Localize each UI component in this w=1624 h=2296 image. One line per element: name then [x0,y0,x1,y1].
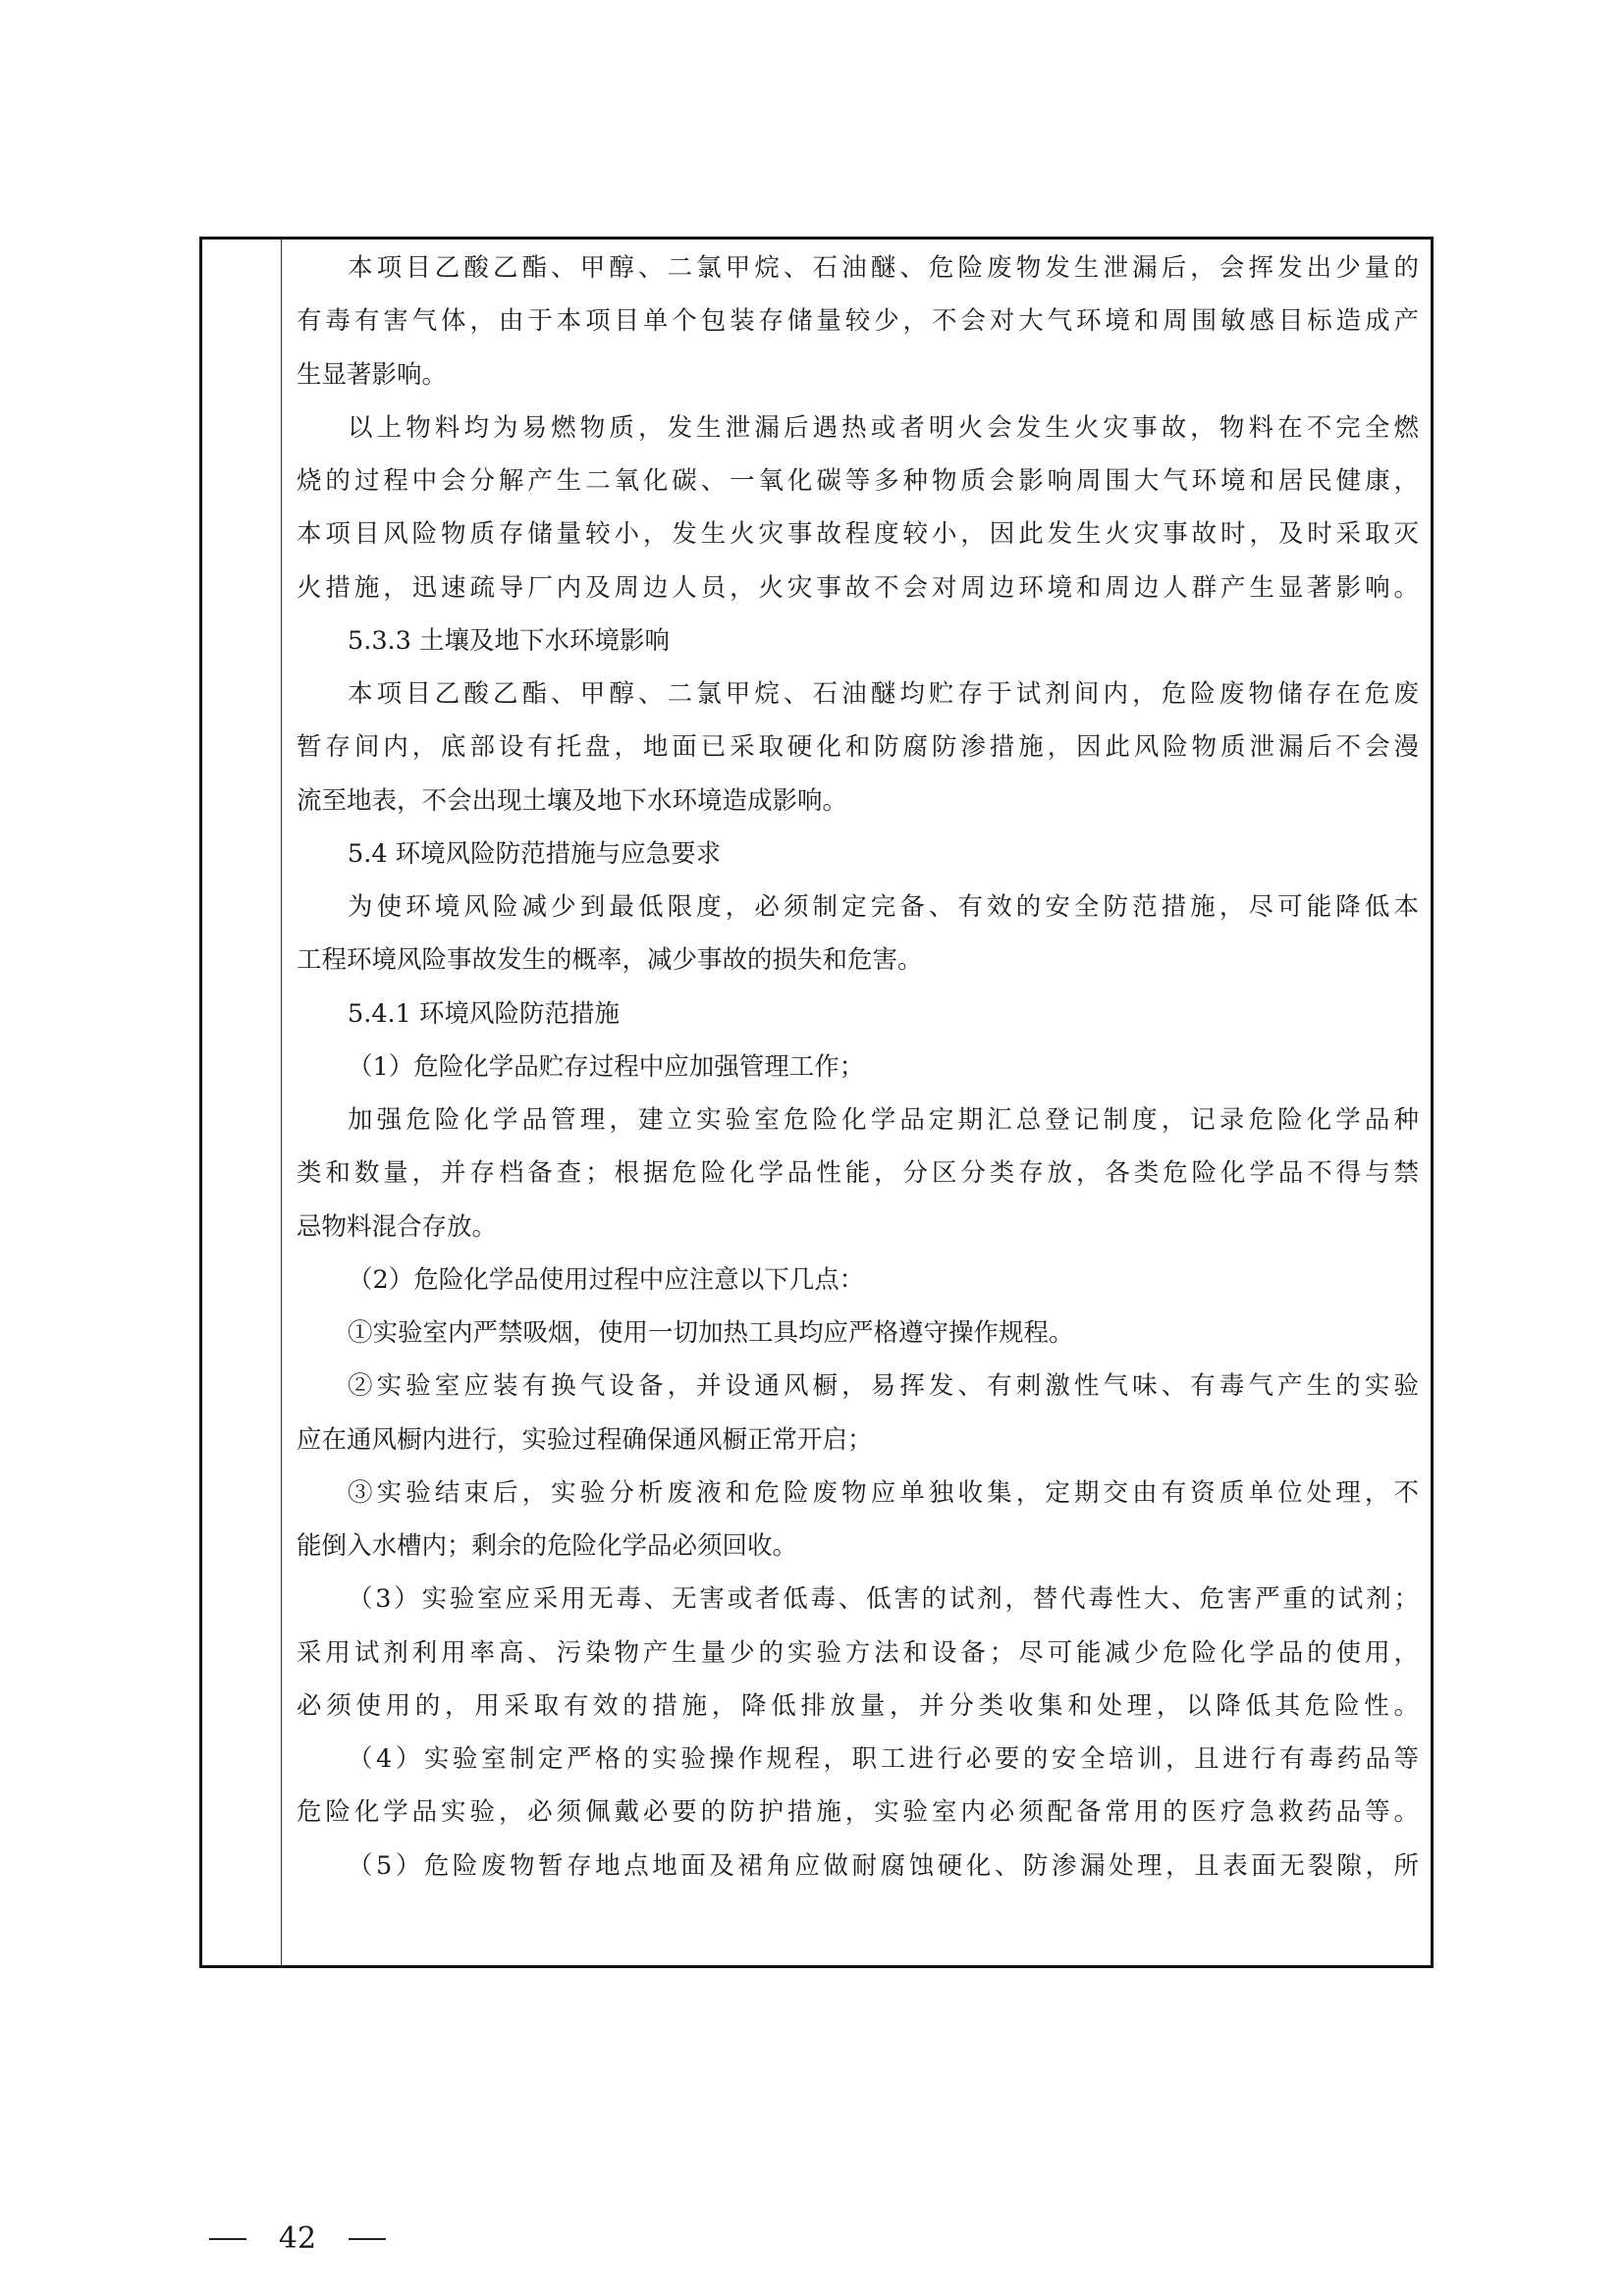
text-line: 有毒有害气体，由于本项目单个包装存储量较少，不会对大气环境和周围敏感目标造成产 [297,306,1419,337]
text-line: ①实验室内严禁吸烟，使用一切加热工具均应严格遵守操作规程。 [348,1318,1074,1348]
text-line: 工程环境风险事故发生的概率，减少事故的损失和危害。 [297,945,923,976]
text-line: 类和数量，并存档备查；根据危险化学品性能，分区分类存放，各类危险化学品不得与禁 [297,1158,1419,1189]
text-line: （5）危险废物暂存地点地面及裙角应做耐腐蚀硬化、防渗漏处理，且表面无裂隙，所 [348,1850,1419,1881]
column-divider [281,240,282,1965]
section-heading: 5.4 环境风险防范措施与应急要求 [348,838,722,869]
text-line: 以上物料均为易燃物质，发生泄漏后遇热或者明火会发生火灾事故，物料在不完全燃 [348,412,1419,443]
text-line: 生显著影响。 [297,359,448,390]
content-table [199,237,1434,1968]
text-line: 本项目乙酸乙酯、甲醇、二氯甲烷、石油醚、危险废物发生泄漏后，会挥发出少量的 [348,253,1419,283]
text-line: 采用试剂利用率高、污染物产生量少的实验方法和设备；尽可能减少危险化学品的使用， [297,1637,1419,1668]
table-content-cell [297,241,1419,1965]
text-line: （3）实验室应采用无毒、无害或者低毒、低害的试剂，替代毒性大、危害严重的试剂； [348,1584,1419,1615]
text-line: 必须使用的，用采取有效的措施，降低排放量，并分类收集和处理，以降低其危险性。 [297,1690,1419,1721]
page-dash-left [209,2238,246,2240]
text-line: 忌物料混合存放。 [297,1211,498,1242]
section-heading: 5.4.1 环境风险防范措施 [348,998,620,1029]
page-footer [209,2220,386,2258]
text-line: ②实验室应装有换气设备，并设通风橱，易挥发、有刺激性气味、有毒气产生的实验 [348,1371,1419,1402]
text-line: ③实验结束后，实验分析废液和危险废物应单独收集，定期交由有资质单位处理，不 [348,1477,1419,1508]
text-line: 烧的过程中会分解产生二氧化碳、一氧化碳等多种物质会影响周围大气环境和居民健康， [297,466,1419,496]
text-line: 加强危险化学品管理，建立实验室危险化学品定期汇总登记制度，记录危险化学品种 [348,1105,1419,1135]
list-item-heading: （1）危险化学品贮存过程中应加强管理工作； [348,1051,865,1082]
text-line: 应在通风橱内进行，实验过程确保通风橱正常开启； [297,1424,873,1455]
page-number: 42 [278,2221,317,2256]
text-line: 暂存间内，底部设有托盘，地面已采取硬化和防腐防渗措施，因此风险物质泄漏后不会漫 [297,732,1419,763]
text-line: 流至地表，不会出现土壤及地下水环境造成影响。 [297,785,848,816]
text-line: （4）实验室制定严格的实验操作规程，职工进行必要的安全培训，且进行有毒药品等 [348,1744,1419,1774]
list-item-heading: （2）危险化学品使用过程中应注意以下几点： [348,1264,865,1295]
page-dash-right [349,2238,386,2240]
text-line: 本项目风险物质存储量较小，发生火灾事故程度较小，因此发生火灾事故时，及时采取灭 [297,519,1419,550]
text-line: 危险化学品实验，必须佩戴必要的防护措施，实验室内必须配备常用的医疗急救药品等。 [297,1797,1419,1828]
text-line: 能倒入水槽内；剩余的危险化学品必须回收。 [297,1531,798,1561]
text-line: 火措施，迅速疏导厂内及周边人员，火灾事故不会对周边环境和周边人群产生显著影响。 [297,572,1419,603]
text-line: 为使环境风险减少到最低限度，必须制定完备、有效的安全防范措施，尽可能降低本 [348,892,1419,922]
section-heading: 5.3.3 土壤及地下水环境影响 [348,625,670,656]
text-line: 本项目乙酸乙酯、甲醇、二氯甲烷、石油醚均贮存于试剂间内，危险废物储存在危废 [348,679,1419,709]
